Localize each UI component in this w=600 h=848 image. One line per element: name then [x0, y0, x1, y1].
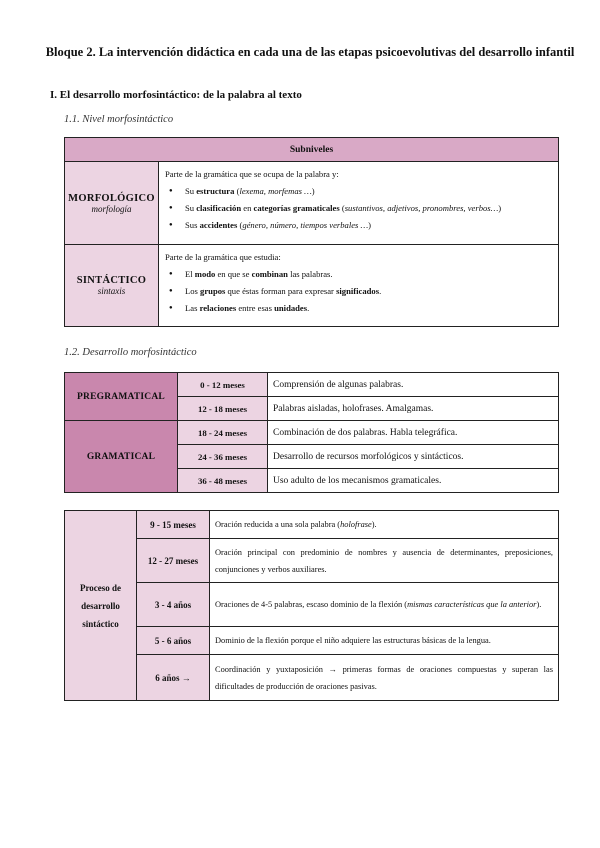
list-item: ● Las relaciones entre esas unidades.: [165, 300, 552, 317]
sublevels-table: [64, 137, 559, 327]
stage-gramatical: GRAMATICAL: [65, 421, 178, 493]
list-item: ● El modo en que se combinan las palabras.: [165, 266, 552, 283]
stage-description: Combinación de dos palabras. Habla telegráfica.: [268, 421, 559, 445]
age-cell: 9 - 15 meses: [137, 511, 210, 539]
description-intro: Parte de la gramática que estudia:: [165, 252, 281, 262]
list-item: ● Su clasificación en categorías gramaticales (sustantivos, adjetivos, pronombres, verbos…): [165, 200, 552, 217]
section-heading: I. El desarrollo morfosintáctico: de la palabra al texto: [50, 89, 302, 101]
process-description: Coordinación y yuxtaposición → primeras formas de oraciones compuestas y superan las dificultades de producción de oraciones pasivas.: [210, 655, 559, 701]
list-item: ● Los grupos que éstas forman para expresar significados.: [165, 283, 552, 300]
list-item: ● Sus accidentes (género, número, tiempos verbales …): [165, 217, 552, 234]
stage-description: Palabras aisladas, holofrases. Amalgamas.: [268, 397, 559, 421]
process-description: Oración reducida a una sola palabra (holofrase).: [210, 511, 559, 539]
subsection-heading-2: 1.2. Desarrollo morfosintáctico: [64, 347, 197, 358]
process-description: Oraciones de 4-5 palabras, escaso dominio de la flexión (mismas características que la anterior).: [210, 583, 559, 627]
age-cell: 6 años →: [137, 655, 210, 701]
process-description: Dominio de la flexión porque el niño adquiere las estructuras básicas de la lengua.: [210, 627, 559, 655]
age-cell: 0 - 12 meses: [178, 373, 268, 397]
age-cell: 36 - 48 meses: [178, 469, 268, 493]
subsection-heading-1: 1.1. Nivel morfosintáctico: [64, 114, 174, 125]
sublevels-header: Subniveles: [65, 138, 559, 162]
age-cell: 12 - 18 meses: [178, 397, 268, 421]
page-title: Bloque 2. La intervención didáctica en cada una de las etapas psicoevolutivas del desarrollo infantil: [45, 45, 575, 59]
level-sub: sintaxis: [97, 286, 126, 296]
morphological-cell: [65, 162, 159, 245]
process-label: Proceso de desarrollo sintáctico: [65, 511, 137, 701]
stage-description: Desarrollo de recursos morfológicos y sintácticos.: [268, 445, 559, 469]
description-intro: Parte de la gramática que se ocupa de la palabra y:: [165, 169, 339, 179]
age-cell: 24 - 36 meses: [178, 445, 268, 469]
syntactic-description: [159, 245, 559, 327]
process-description: Oración principal con predominio de nombres y ausencia de determinantes, preposiciones, conjunciones y verbos auxiliares.: [210, 539, 559, 583]
syntactic-cell: [65, 245, 159, 327]
age-cell: 18 - 24 meses: [178, 421, 268, 445]
level-name: SINTÁCTICO: [76, 275, 147, 286]
list-item: ● Su estructura (lexema, morfemas …): [165, 183, 552, 200]
level-sub: morfología: [91, 203, 132, 214]
stage-pregramatical: PREGRAMATICAL: [65, 373, 178, 421]
morphological-description: [159, 162, 559, 245]
age-cell: 12 - 27 meses: [137, 539, 210, 583]
syntactic-process-table: [64, 510, 559, 701]
age-cell: 3 - 4 años: [137, 583, 210, 627]
stage-description: Uso adulto de los mecanismos gramaticales.: [268, 469, 559, 493]
stage-description: Comprensión de algunas palabras.: [268, 373, 559, 397]
level-name: MORFOLÓGICO: [68, 192, 155, 204]
age-cell: 5 - 6 años: [137, 627, 210, 655]
stages-table: [64, 372, 559, 493]
